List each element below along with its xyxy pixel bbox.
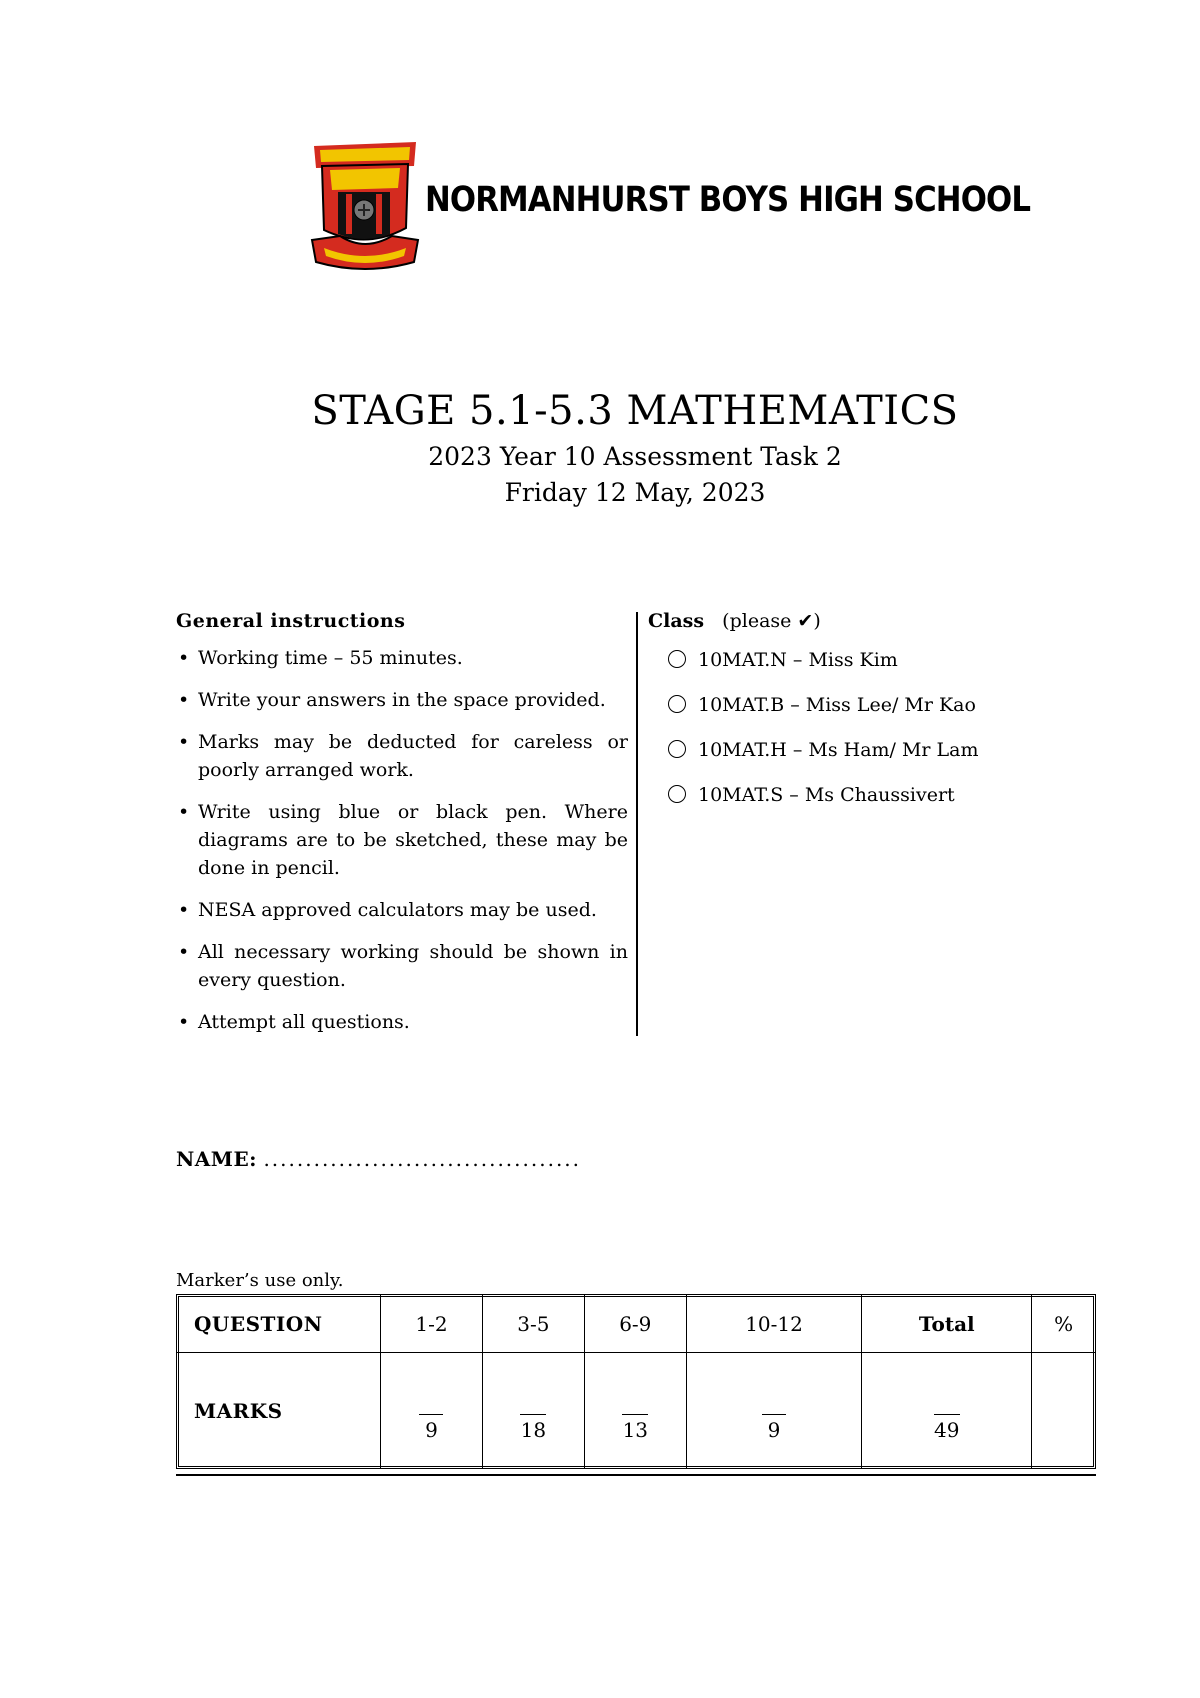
bullet-icon: • (178, 689, 190, 711)
marks-table (176, 1294, 1096, 1469)
class-option-10mat-s[interactable] (668, 781, 1048, 826)
name-dotted-line[interactable]: ...................................... (263, 1147, 582, 1171)
exam-title: STAGE 5.1-5.3 MATHEMATICS (311, 388, 959, 434)
bullet-icon: • (178, 899, 190, 921)
school-name: NORMANHURST BOYS HIGH SCHOOL (425, 180, 1031, 220)
school-crest-logo (310, 140, 420, 272)
table-row (177, 1353, 1096, 1469)
class-option-label: 10MAT.H – Ms Ham/ Mr Lam (698, 739, 979, 761)
instructions-heading: General instructions (176, 610, 406, 632)
question-header: QUESTION (177, 1295, 381, 1353)
marker-note: Marker’s use only. (176, 1270, 344, 1291)
column-header: 6-9 (584, 1295, 686, 1353)
list-item: • Attempt all questions. (176, 1008, 628, 1036)
bullet-icon: • (178, 647, 190, 669)
general-instructions (176, 610, 628, 1050)
list-item: • NESA approved calculators may be used. (176, 896, 628, 924)
marks-cell[interactable] (686, 1353, 862, 1469)
column-header: 10-12 (686, 1295, 862, 1353)
column-header: Total (862, 1295, 1032, 1353)
marks-max: 13 (622, 1417, 649, 1442)
marks-max: 18 (520, 1417, 547, 1442)
bullet-icon: • (178, 801, 190, 823)
column-divider (636, 612, 638, 1036)
instructions-list (176, 644, 628, 1036)
list-item: • Marks may be deducted for careless or poorly arranged work. (176, 728, 628, 784)
name-label: NAME: (176, 1147, 258, 1171)
class-option-10mat-b[interactable] (668, 691, 1048, 736)
class-option-label: 10MAT.N – Miss Kim (698, 649, 898, 671)
table-row (177, 1295, 1096, 1353)
marks-max: 49 (934, 1417, 960, 1442)
crest-icon (310, 140, 420, 272)
class-option-10mat-h[interactable] (668, 736, 1048, 781)
marks-max: 9 (767, 1417, 781, 1442)
list-item: • All necessary working should be shown in every question. (176, 938, 628, 994)
class-label: Class (648, 610, 705, 632)
marks-cell[interactable] (381, 1353, 483, 1469)
percent-cell[interactable] (1032, 1353, 1096, 1469)
radio-circle-icon[interactable] (668, 695, 686, 713)
radio-circle-icon[interactable] (668, 740, 686, 758)
column-header: 1-2 (381, 1295, 483, 1353)
exam-date: Friday 12 May, 2023 (504, 478, 766, 507)
class-hint: (please ✔) (722, 610, 821, 632)
list-item: • Working time – 55 minutes. (176, 644, 628, 672)
column-header: 3-5 (482, 1295, 584, 1353)
radio-circle-icon[interactable] (668, 785, 686, 803)
marks-header: MARKS (177, 1353, 381, 1469)
class-option-label: 10MAT.B – Miss Lee/ Mr Kao (698, 694, 976, 716)
class-option-label: 10MAT.S – Ms Chaussivert (698, 784, 955, 806)
radio-circle-icon[interactable] (668, 650, 686, 668)
list-item: • Write using blue or black pen. Where diagrams are to be sketched, these may be done in pencil. (176, 798, 628, 882)
bullet-icon: • (178, 731, 190, 753)
marks-cell[interactable] (584, 1353, 686, 1469)
class-heading (648, 610, 1048, 632)
exam-subtitle: 2023 Year 10 Assessment Task 2 (428, 442, 842, 471)
name-field[interactable] (176, 1147, 581, 1171)
column-header: % (1032, 1295, 1096, 1353)
bottom-rule (176, 1474, 1096, 1476)
marks-max: 9 (425, 1417, 438, 1442)
bullet-icon: • (178, 1011, 190, 1033)
list-item: • Write your answers in the space provided. (176, 686, 628, 714)
class-selection (648, 610, 1048, 826)
marks-cell[interactable] (862, 1353, 1032, 1469)
bullet-icon: • (178, 941, 190, 963)
marks-cell[interactable] (482, 1353, 584, 1469)
class-option-10mat-n[interactable] (668, 646, 1048, 691)
